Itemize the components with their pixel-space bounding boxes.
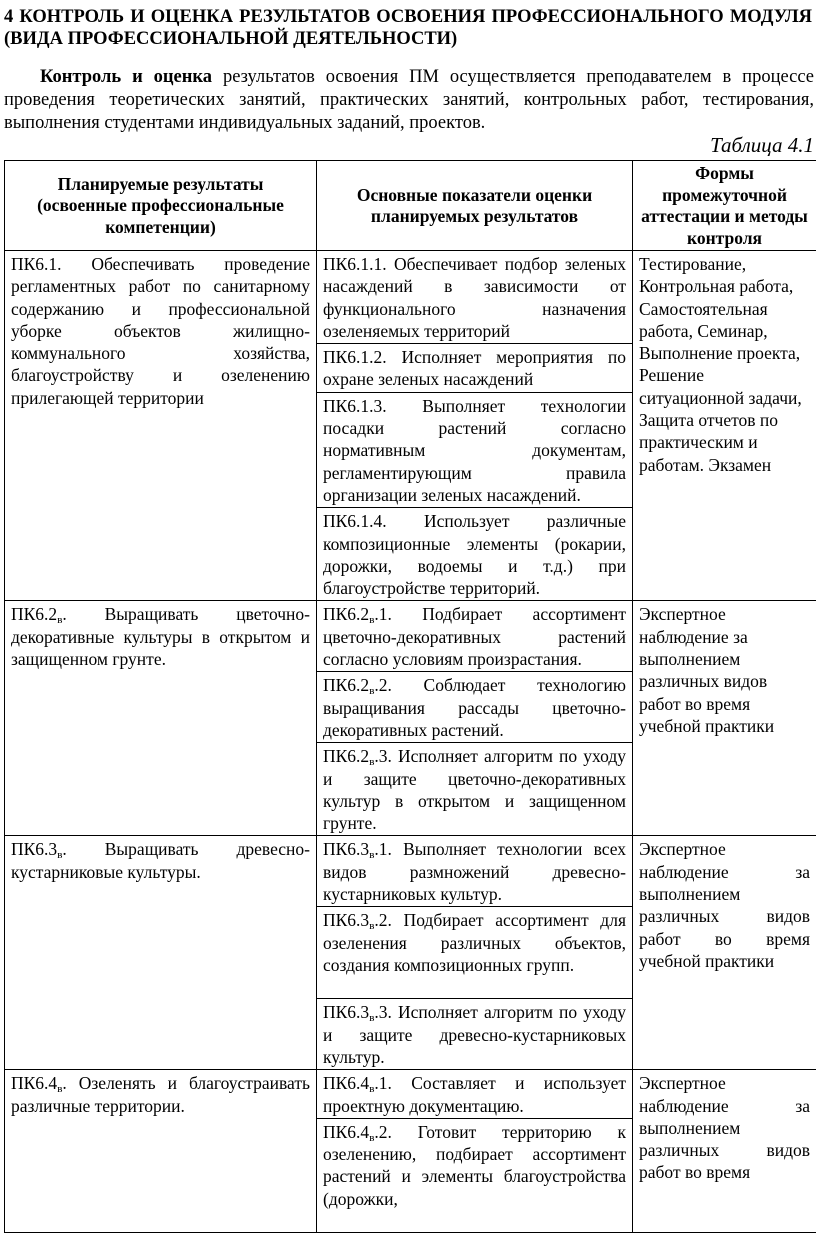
indicator-cell [317,907,633,999]
intro-bold-lead: Контроль и оценка [40,67,212,87]
competence-text: . Озеленять и благоустраивать различные территории. [11,1073,310,1115]
indicator-subscript: в [369,614,374,626]
intro-paragraph [4,66,814,135]
header-indicators: Основные показатели оценки планируемых результатов [317,161,633,251]
indicator-code: ПК6.3 [323,839,369,859]
table-row [5,251,816,344]
indicator-text: .2. Соблюдает технологию выращивания рассады цветочно-декоративных растений. [323,675,626,740]
indicator-subscript: в [369,849,374,861]
indicator-code: ПК6.4 [323,1122,369,1142]
indicator-subscript: в [369,1012,374,1024]
indicator-subscript: в [369,1132,374,1144]
indicator-cell: ПК6.1.3. Выполняет технологии посадки растений согласно нормативным документам, регламентирующим правила организации зеленых насаждений. [317,392,633,507]
table-row [5,601,816,672]
competence-cell [5,836,317,1070]
methods-cell: Тестирование, Контрольная работа, Самостоятельная работа, Семинар, Выполнение проекта, Решение ситуационной задачи, Защита отчетов по практическим и работам. Экзамен [633,251,816,601]
table-row [5,1070,816,1119]
indicator-cell: ПК6.1.4. Использует различные композиционные элементы (рокарии, дорожки, водоемы и т.д.) при благоустройстве территорий. [317,508,633,601]
competence-subscript: в [57,614,62,626]
indicator-cell: ПК6.1.1. Обеспечивает подбор зеленых насаждений в зависимости от функционального назначения озеленяемых территорий [317,251,633,344]
indicator-text: .2. Подбирает ассортимент для озеленения различных объектов, создания композиционных групп. [323,910,626,975]
competence-cell [5,1070,317,1233]
indicator-cell [317,743,633,836]
competence-subscript: в [57,849,62,861]
indicator-subscript: в [369,756,374,768]
table-row [5,836,816,907]
indicator-cell [317,601,633,672]
competence-cell [5,601,317,836]
indicator-text: .1. Составляет и использует проектную документацию. [323,1073,626,1115]
methods-cell: Экспертное наблюдение за выполнением различных видов работ во время учебной практики [633,836,816,1070]
indicator-cell [317,1070,633,1119]
indicator-subscript: в [369,1083,374,1095]
section-heading: 4 КОНТРОЛЬ И ОЦЕНКА РЕЗУЛЬТАТОВ ОСВОЕНИЯ ПРОФЕССИОНАЛЬНОГО МОДУЛЯ (ВИДА ПРОФЕССИОНАЛЬНОЙ ДЕЯТЕЛЬНОСТИ) [4,6,812,50]
indicator-subscript: в [369,920,374,932]
indicator-text: .1. Подбирает ассортимент цветочно-декоративных растений согласно условиям произрастания. [323,604,626,669]
competence-code: ПК6.4 [11,1073,57,1093]
methods-cell: Экспертное наблюдение за выполнением различных видов работ во время учебной практики [633,601,816,836]
competence-code: ПК6.2 [11,604,57,624]
competence-code: ПК6.3 [11,839,57,859]
header-methods: Формы промежуточной аттестации и методы контроля [633,161,816,251]
indicator-cell [317,1118,633,1232]
assessment-table [4,160,816,1233]
indicator-code: ПК6.4 [323,1073,369,1093]
indicator-cell [317,836,633,907]
indicator-text: .1. Выполняет технологии всех видов размножений древесно-кустарниковых культур. [323,839,626,904]
table-header-row [5,161,816,251]
indicator-text: .2. Готовит территорию к озеленению, подбирает ассортимент растений и элементы благоустройства (дорожки, [323,1122,626,1209]
indicator-code: ПК6.2 [323,746,369,766]
indicator-code: ПК6.3 [323,910,369,930]
indicator-cell: ПК6.1.2. Исполняет мероприятия по охране зеленых насаждений [317,344,633,393]
indicator-subscript: в [369,685,374,697]
table-caption: Таблица 4.1 [710,133,814,157]
indicator-cell [317,672,633,743]
indicator-code: ПК6.3 [323,1002,369,1022]
indicator-code: ПК6.2 [323,604,369,624]
indicator-cell [317,999,633,1070]
competence-cell: ПК6.1. Обеспечивать проведение регламентных работ по санитарному содержанию и профессиональной уборке объектов жилищно-коммунального хозяйства, благоустройству и озеленению прилегающей территории [5,251,317,601]
competence-text: . Выращивать древесно-кустарниковые культуры. [11,839,310,881]
header-competences: Планируемые результаты (освоенные профессиональные компетенции) [5,161,317,251]
competence-text: . Выращивать цветочно-декоративные культуры в открытом и защищенном грунте. [11,604,310,669]
indicator-code: ПК6.2 [323,675,369,695]
intro-text: результатов освоения ПМ осуществляется преподавателем в процессе проведения теоретических занятий, практических занятий, контрольных работ, тестирования, выполнения студентами индивидуальных заданий, проектов. [4,67,814,133]
indicator-text: .3. Исполняет алгоритм по уходу и защите древесно-кустарниковых культур. [323,1002,626,1067]
indicator-text: .3. Исполняет алгоритм по уходу и защите цветочно-декоративных культур в открытом и защищенном грунте. [323,746,626,833]
competence-subscript: в [57,1083,62,1095]
methods-cell: Экспертное наблюдение за выполнением различных видов работ во время [633,1070,816,1233]
